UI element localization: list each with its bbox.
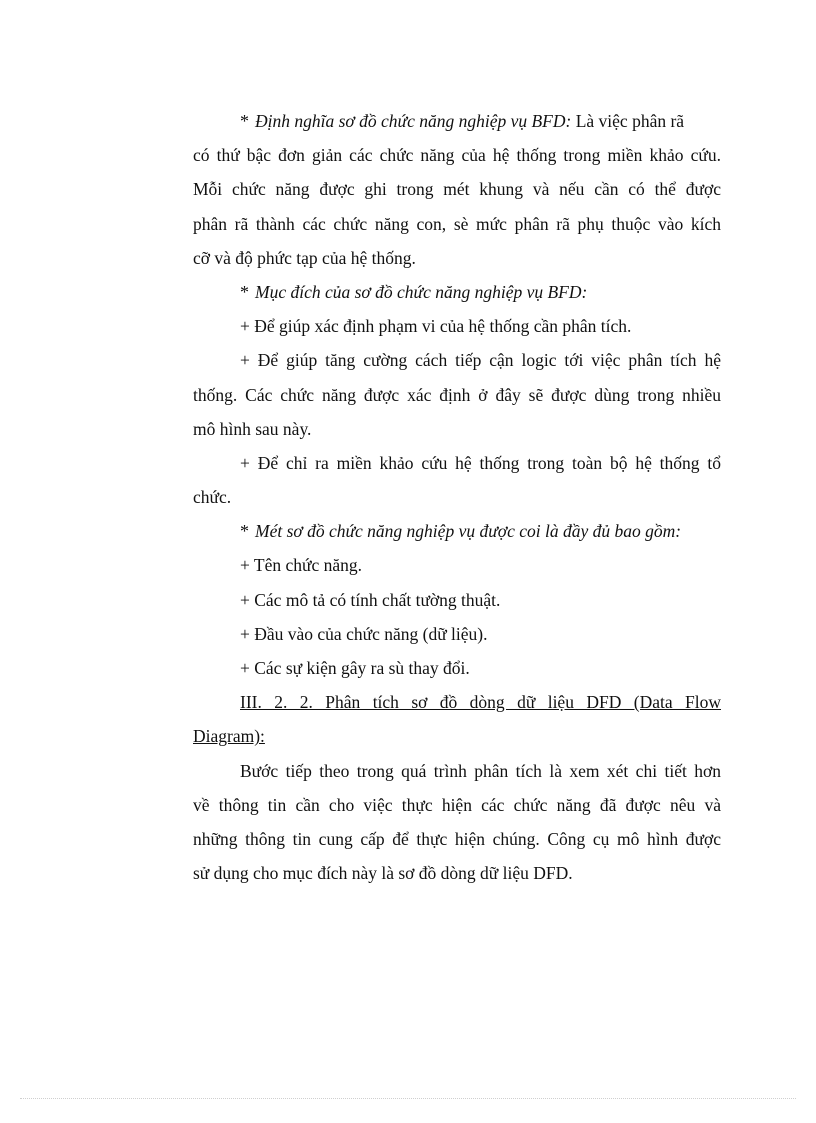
bfd-definition-line-5: cỡ và độ phức tạp của hệ thống. [193, 247, 416, 268]
bfd-complete-heading [193, 514, 721, 548]
bfd-purpose-item-2-line-3: mô hình sau này. [193, 418, 312, 439]
bullet-star: * [240, 111, 249, 131]
bfd-purpose-item-3-line-1: + Để chỉ ra miền khảo cứu hệ thống trong toàn bộ hệ thống tổ [240, 452, 721, 473]
bfd-purpose-item-3-line-2: chức. [193, 487, 232, 508]
bfd-definition-line-2: có thứ bậc đơn giản các chức năng của hệ thống trong miền khảo cứu. [193, 145, 721, 166]
bfd-complete-item-2: + Các mô tả có tính chất tường thuật. [240, 589, 501, 610]
bfd-purpose-title: Mục đích của sơ đồ chức năng nghiệp vụ BFD: [255, 281, 588, 302]
bfd-complete-title: Mét sơ đồ chức năng nghiệp vụ được coi là đầy đủ bao gồm: [255, 521, 682, 542]
bfd-complete-item-1: + Tên chức năng. [240, 555, 363, 576]
bullet-star: * [240, 281, 249, 302]
bfd-definition-line-1 [193, 104, 721, 138]
bfd-purpose-item-1: + Để giúp xác định phạm vi của hệ thống cần phân tích. [240, 316, 632, 337]
dfd-paragraph-line-2: về thông tin cần cho việc thực hiện các chức năng đã được nêu và [193, 794, 721, 815]
bfd-definition-line-3: Mỗi chức năng được ghi trong mét khung và nếu cần có thể được [193, 179, 721, 200]
section-heading-line-2 [193, 719, 721, 753]
section-heading-line-2-text: Diagram): [193, 726, 265, 747]
bfd-definition-line-4: phân rã thành các chức năng con, sè mức phân rã phụ thuộc vào kích [193, 213, 721, 234]
bullet-star: * [240, 521, 249, 542]
bfd-purpose-item-2-line-1: + Để giúp tăng cường cách tiếp cận logic tới việc phân tích hệ [240, 350, 721, 371]
bfd-complete-item-3: + Đầu vào của chức năng (dữ liệu). [240, 623, 488, 644]
document-page [193, 104, 721, 890]
dfd-paragraph-line-1: Bước tiếp theo trong quá trình phân tích là xem xét chi tiết hơn [240, 760, 721, 781]
dfd-paragraph-line-3: những thông tin cung cấp để thực hiện chúng. Công cụ mô hình được [193, 828, 721, 849]
bfd-purpose-item-2-line-2: thống. Các chức năng được xác định ở đây sẽ được dùng trong nhiều [193, 384, 721, 405]
bfd-complete-item-4: + Các sự kiện gây ra sù thay đổi. [240, 658, 470, 678]
bfd-definition-text: Là việc phân rã [575, 111, 685, 131]
dfd-paragraph-line-4: sử dụng cho mục đích này là sơ đồ dòng dữ liệu DFD. [193, 863, 573, 884]
section-heading-line-1: III. 2. 2. Phân tích sơ đồ dòng dữ liệu DFD (Data Flow [240, 692, 721, 713]
bfd-definition-title: Định nghĩa sơ đồ chức năng nghiệp vụ BFD: [255, 111, 572, 131]
bfd-purpose-heading [193, 275, 721, 309]
page-bottom-divider [20, 1098, 796, 1099]
